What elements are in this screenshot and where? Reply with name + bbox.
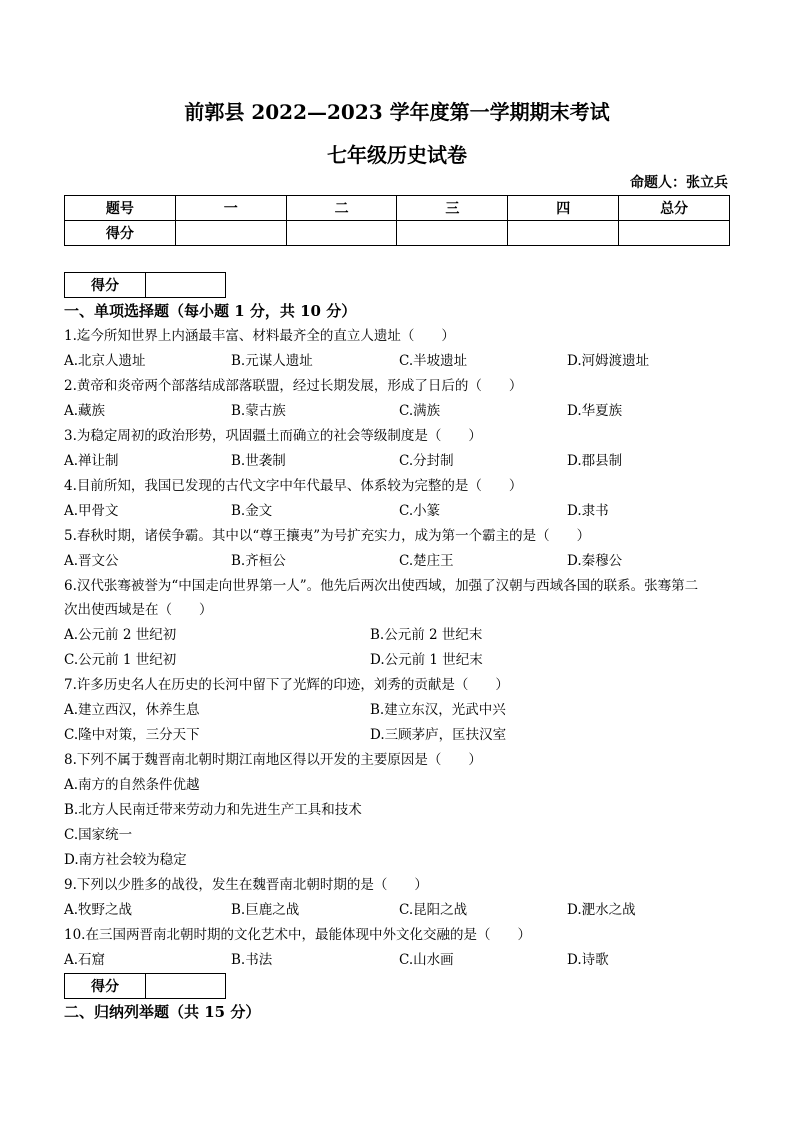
exam-title: 前郭县 2022—2023 学年度第一学期期末考试 xyxy=(184,100,610,124)
question-options xyxy=(64,700,734,720)
question-options xyxy=(64,950,734,970)
option: D.淝水之战 xyxy=(567,902,636,918)
option: B.齐桓公 xyxy=(231,553,286,569)
option: A.公元前 2 世纪初 xyxy=(64,627,177,643)
score-table-cell: 一 xyxy=(175,196,286,221)
score-table-empty-cell xyxy=(175,221,286,246)
question-options xyxy=(64,625,734,645)
score-box-value xyxy=(146,974,225,998)
option: C.公元前 1 世纪初 xyxy=(64,652,177,668)
question-stem: 10.在三国两晋南北朝时期的文化艺术中，最能体现中外文化交融的是（ ） xyxy=(64,927,531,943)
option: C.分封制 xyxy=(399,453,454,469)
score-table-empty-cell xyxy=(286,221,397,246)
option: D.华夏族 xyxy=(567,403,623,419)
question-options xyxy=(64,501,734,521)
score-table-empty-cell xyxy=(397,221,508,246)
question-stem: 3.为稳定周初的政治形势，巩固疆土而确立的社会等级制度是（ ） xyxy=(64,428,482,444)
option: B.书法 xyxy=(231,952,273,968)
option: D.河姆渡遗址 xyxy=(567,353,650,369)
option: D.南方社会较为稳定 xyxy=(64,852,187,868)
option: D.秦穆公 xyxy=(567,553,623,569)
option: C.满族 xyxy=(399,403,441,419)
option: A.甲骨文 xyxy=(64,503,119,519)
option: D.隶书 xyxy=(567,503,609,519)
section2-heading: 二、归纳列举题（共 15 分） xyxy=(64,1003,261,1021)
score-table-cell: 得分 xyxy=(65,221,176,246)
option: B.公元前 2 世纪末 xyxy=(370,627,483,643)
option: A.南方的自然条件优越 xyxy=(64,777,200,793)
option: C.隆中对策，三分天下 xyxy=(64,727,200,743)
question-options xyxy=(64,351,734,371)
option: D.公元前 1 世纪末 xyxy=(370,652,483,668)
option: C.半坡遗址 xyxy=(399,353,468,369)
question-options xyxy=(64,551,734,571)
section1-score-box xyxy=(64,272,226,298)
option: B.世袭制 xyxy=(231,453,286,469)
score-table-cell: 二 xyxy=(286,196,397,221)
exam-author: 命题人：张立兵 xyxy=(630,175,728,191)
option: D.诗歌 xyxy=(567,952,609,968)
option: C.小篆 xyxy=(399,503,441,519)
score-table-score-row xyxy=(65,221,730,246)
question-stem: 8.下列不属于魏晋南北朝时期江南地区得以开发的主要原因是（ ） xyxy=(64,752,482,768)
option: A.藏族 xyxy=(64,403,106,419)
option: A.晋文公 xyxy=(64,553,119,569)
option: D.郡县制 xyxy=(567,453,623,469)
question-stem: 5.春秋时期，诸侯争霸。其中以“尊王攘夷”为号扩充实力，成为第一个霸主的是（ ） xyxy=(64,528,591,544)
score-box-label: 得分 xyxy=(65,974,146,998)
option: A.石窟 xyxy=(64,952,106,968)
option: A.建立西汉，休养生息 xyxy=(64,702,200,718)
option: C.楚庄王 xyxy=(399,553,454,569)
question-stem: 7.许多历史名人在历史的长河中留下了光辉的印迹，刘秀的贡献是（ ） xyxy=(64,677,509,693)
section1-heading: 一、单项选择题（每小题 1 分，共 10 分） xyxy=(64,302,357,320)
option: B.元谋人遗址 xyxy=(231,353,313,369)
option: B.建立东汉，光武中兴 xyxy=(370,702,506,718)
question-options xyxy=(64,401,734,421)
option: D.三顾茅庐，匡扶汉室 xyxy=(370,727,507,743)
option: A.北京人遗址 xyxy=(64,353,146,369)
question-options xyxy=(64,900,734,920)
score-table-cell: 三 xyxy=(397,196,508,221)
question-stem: 4.目前所知，我国已发现的古代文字中年代最早、体系较为完整的是（ ） xyxy=(64,478,523,494)
option: B.巨鹿之战 xyxy=(231,902,300,918)
question-stem: 2.黄帝和炎帝两个部落结成部落联盟，经过长期发展，形成了日后的（ ） xyxy=(64,378,523,394)
option: B.蒙古族 xyxy=(231,403,286,419)
score-table-header-row xyxy=(65,196,730,221)
option: C.昆阳之战 xyxy=(399,902,468,918)
option: A.禅让制 xyxy=(64,453,119,469)
option: C.国家统一 xyxy=(64,827,133,843)
section2-score-box xyxy=(64,973,226,999)
option: A.牧野之战 xyxy=(64,902,133,918)
score-table-cell: 题号 xyxy=(65,196,176,221)
question-stem-continued: 次出使西域是在（ ） xyxy=(64,602,213,618)
option: B.金文 xyxy=(231,503,273,519)
score-box-label: 得分 xyxy=(65,273,146,297)
option: C.山水画 xyxy=(399,952,454,968)
score-table-empty-cell xyxy=(508,221,619,246)
question-stem: 1.迄今所知世界上内涵最丰富、材料最齐全的直立人遗址（ ） xyxy=(64,328,455,344)
score-box-value xyxy=(146,273,225,297)
score-table xyxy=(64,195,730,246)
score-table-cell: 总分 xyxy=(619,196,730,221)
question-options xyxy=(64,725,734,745)
exam-subtitle: 七年级历史试卷 xyxy=(327,143,467,167)
score-table-empty-cell xyxy=(619,221,730,246)
option: B.北方人民南迁带来劳动力和先进生产工具和技术 xyxy=(64,802,362,818)
score-table-cell: 四 xyxy=(508,196,619,221)
question-stem: 6.汉代张骞被誉为“中国走向世界第一人”。他先后两次出使西域，加强了汉朝与西域各国的联系。张骞第二 xyxy=(64,578,699,594)
question-stem: 9.下列以少胜多的战役，发生在魏晋南北朝时期的是（ ） xyxy=(64,877,428,893)
question-options xyxy=(64,451,734,471)
question-options xyxy=(64,650,734,670)
